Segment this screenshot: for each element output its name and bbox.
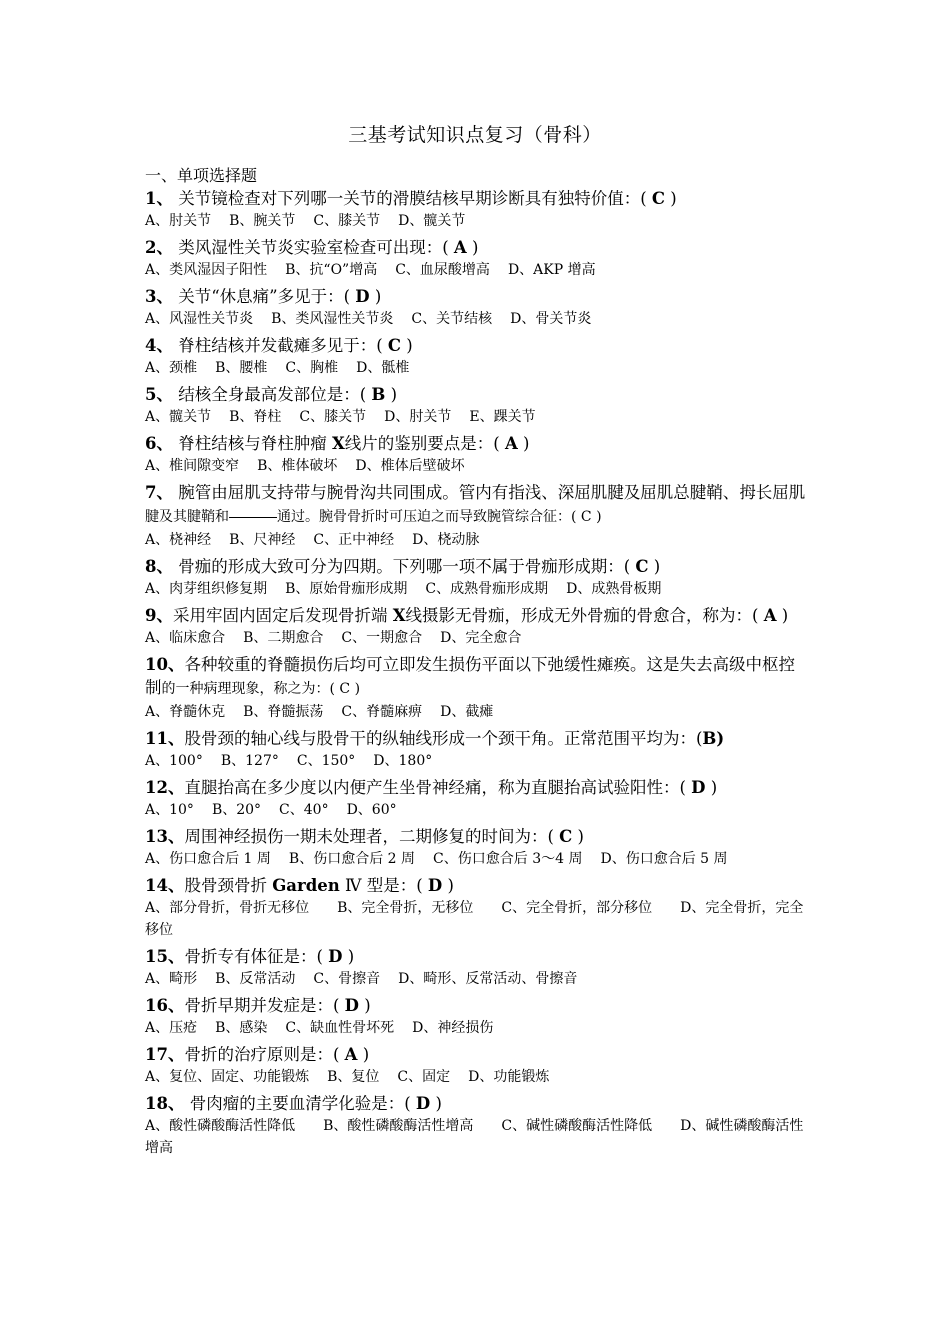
question-text: 周围神经损伤一期未处理者，二期修复的时间为：( bbox=[184, 827, 560, 846]
paren-close: ) bbox=[401, 336, 413, 355]
option: C、骨擦音 bbox=[313, 971, 381, 987]
option: C、缺血性骨坏死 bbox=[285, 1020, 395, 1036]
answer: C bbox=[559, 827, 573, 846]
answer: A bbox=[504, 434, 518, 453]
option: C、膝关节 bbox=[299, 409, 367, 425]
option: D、截瘫 bbox=[440, 704, 494, 720]
paren-close: ) bbox=[342, 947, 355, 966]
question-number: 5、 bbox=[145, 385, 173, 404]
paren-close: ) bbox=[648, 557, 661, 576]
answer: D bbox=[415, 1094, 431, 1113]
options-4 bbox=[145, 357, 810, 379]
question-number: 8、 bbox=[145, 557, 173, 576]
option: B、脊柱 bbox=[229, 409, 282, 425]
option: A、畸形 bbox=[145, 971, 198, 987]
answer: D bbox=[427, 876, 443, 895]
option: D、AKP 增高 bbox=[507, 262, 596, 278]
option: D、神经损伤 bbox=[412, 1020, 494, 1036]
question-text: 腕管由屈肌支持带与腕骨沟共同围成。管内有指浅、深屈肌腱及屈肌总腱鞘、拇长屈肌 bbox=[172, 483, 806, 502]
option: C、150° bbox=[296, 753, 356, 769]
option: B、复位 bbox=[327, 1069, 380, 1085]
question-number: 4、 bbox=[145, 336, 173, 355]
option: A、复位、固定、功能锻炼 bbox=[145, 1069, 310, 1085]
paren-close: ) bbox=[357, 1045, 370, 1064]
option: A、100° bbox=[145, 753, 203, 769]
answer: D bbox=[355, 287, 370, 306]
question-text: 关节镜检查对下列哪一关节的滑膜结核早期诊断具有独特价值：( bbox=[172, 189, 652, 208]
question-text: 采用牢固内固定后发现骨折端 bbox=[172, 606, 393, 625]
option: A、髋关节 bbox=[145, 409, 212, 425]
question-text: 类风湿性关节炎实验室检查可出现：( bbox=[172, 238, 454, 257]
option: D、伤口愈合后 5 周 bbox=[600, 851, 728, 867]
question-3 bbox=[145, 285, 810, 308]
paren-close: ) bbox=[350, 681, 361, 697]
option: A、风湿性关节炎 bbox=[145, 311, 254, 327]
question-text: 股骨颈的轴心线与股骨干的纵轴线形成一个颈干角。正常范围平均为：( bbox=[184, 729, 703, 748]
question-13 bbox=[145, 825, 810, 848]
question-15 bbox=[145, 945, 810, 968]
question-7 bbox=[145, 481, 810, 529]
options-15 bbox=[145, 968, 810, 990]
question-number: 15、 bbox=[145, 947, 185, 966]
question-10 bbox=[145, 653, 810, 701]
question-1 bbox=[145, 187, 810, 210]
option: C、血尿酸增高 bbox=[395, 262, 490, 278]
option: C、成熟骨痂形成期 bbox=[425, 581, 549, 597]
options-8 bbox=[145, 578, 810, 600]
option: B、伤口愈合后 2 周 bbox=[288, 851, 416, 867]
options-3 bbox=[145, 308, 810, 330]
question-text: 脊柱结核并发截瘫多见于：( bbox=[172, 336, 388, 355]
question-16 bbox=[145, 994, 810, 1017]
question-number: 11、 bbox=[145, 729, 185, 748]
option: B、127° bbox=[220, 753, 279, 769]
option: B、抗“O”增高 bbox=[285, 262, 378, 278]
option: A、脊髓休克 bbox=[145, 704, 226, 720]
answer: C bbox=[580, 509, 592, 525]
question-14 bbox=[145, 874, 810, 897]
question-12 bbox=[145, 776, 810, 799]
question-number: 6、 bbox=[145, 434, 173, 453]
question-11 bbox=[145, 727, 810, 750]
option: C、胸椎 bbox=[285, 360, 339, 376]
question-text-small: 的一种病理现象，称之为：( bbox=[161, 681, 340, 697]
paren-close: ) bbox=[665, 189, 677, 208]
option: D、畸形、反常活动、骨擦音 bbox=[398, 971, 578, 987]
option: B、感染 bbox=[215, 1020, 268, 1036]
question-number: 9、 bbox=[145, 606, 173, 625]
option: C、40° bbox=[279, 802, 329, 818]
option: B、20° bbox=[211, 802, 262, 818]
question-number: 17、 bbox=[145, 1045, 185, 1064]
question-number: 2、 bbox=[145, 238, 173, 257]
option: A、桡神经 bbox=[145, 532, 212, 548]
option: A、肘关节 bbox=[145, 213, 212, 229]
question-text-small: 腱及其腱鞘和 bbox=[145, 509, 229, 525]
option: A、椎间隙变窄 bbox=[145, 458, 240, 474]
question-2 bbox=[145, 236, 810, 259]
options-5 bbox=[145, 406, 810, 428]
option: A、类风湿因子阳性 bbox=[145, 262, 268, 278]
options-9 bbox=[145, 627, 810, 649]
option: B、类风湿性关节炎 bbox=[271, 311, 394, 327]
answer: D bbox=[328, 947, 343, 966]
question-text-bold: Garden bbox=[272, 876, 340, 895]
answer: C bbox=[339, 681, 351, 697]
answer: C bbox=[387, 336, 402, 355]
question-number: 14、 bbox=[145, 876, 185, 895]
question-number: 7、 bbox=[145, 483, 173, 502]
options-18: A、酸性磷酸酶活性降低 B、酸性磷酸酶活性增高 C、碱性磷酸酶活性降低 D、碱性磷酸酶活性增高 bbox=[145, 1118, 804, 1156]
question-text-bold: X bbox=[331, 434, 345, 453]
option: C、伤口愈合后 3～4 周 bbox=[433, 851, 583, 867]
paren-close: ) bbox=[705, 778, 718, 797]
question-number: 3、 bbox=[145, 287, 173, 306]
question-text: 骨痂的形成大致可分为四期。下列哪一项不属于骨痂形成期：( bbox=[172, 557, 636, 576]
paren-close: ) bbox=[776, 606, 789, 625]
question-text: 线摄影无骨痂，形成无外骨痂的骨愈合，称为：( bbox=[405, 606, 764, 625]
options-17 bbox=[145, 1066, 810, 1088]
question-text: 直腿抬高在多少度以内便产生坐骨神经痛，称为直腿抬高试验阳性：( bbox=[184, 778, 692, 797]
page-title: 三基考试知识点复习（骨科） bbox=[348, 124, 602, 146]
question-9 bbox=[145, 604, 810, 627]
question-text: 结核全身最高发部位是：( bbox=[172, 385, 372, 404]
option: D、肘关节 bbox=[384, 409, 452, 425]
answer: D bbox=[344, 996, 359, 1015]
question-18 bbox=[145, 1092, 810, 1115]
options-10 bbox=[145, 701, 810, 723]
paren-close: ) bbox=[385, 385, 398, 404]
option: B、脊髓振荡 bbox=[243, 704, 324, 720]
option: D、功能锻炼 bbox=[468, 1069, 550, 1085]
options-6 bbox=[145, 455, 810, 477]
option: B、二期愈合 bbox=[243, 630, 324, 646]
option: A、临床愈合 bbox=[145, 630, 226, 646]
question-text-bold: X bbox=[392, 606, 406, 625]
options-7 bbox=[145, 529, 810, 551]
question-number: 12、 bbox=[145, 778, 185, 797]
paren-close: ) bbox=[442, 876, 454, 895]
paren-close: ) bbox=[716, 729, 725, 748]
question-text: 线片的鉴别要点是：( bbox=[344, 434, 505, 453]
question-text: Ⅳ 型是：( bbox=[339, 876, 428, 895]
option: D、180° bbox=[373, 753, 433, 769]
option: D、髋关节 bbox=[398, 213, 466, 229]
option: B、反常活动 bbox=[215, 971, 296, 987]
question-8 bbox=[145, 555, 810, 578]
question-number: 1、 bbox=[145, 189, 173, 208]
answer: B bbox=[702, 729, 717, 748]
option: B、椎体破坏 bbox=[257, 458, 338, 474]
paren-close: ) bbox=[572, 827, 584, 846]
question-number: 10、 bbox=[145, 655, 185, 674]
option: C、关节结核 bbox=[411, 311, 493, 327]
fill-blank bbox=[229, 516, 277, 518]
option: A、肉芽组织修复期 bbox=[145, 581, 268, 597]
answer: D bbox=[691, 778, 706, 797]
question-number: 18、 bbox=[145, 1094, 185, 1113]
answer: C bbox=[651, 189, 666, 208]
question-text: 骨折早期并发症是：( bbox=[184, 996, 345, 1015]
option: D、桡动脉 bbox=[412, 532, 480, 548]
option: A、颈椎 bbox=[145, 360, 198, 376]
options-1 bbox=[145, 210, 810, 232]
option: D、成熟骨板期 bbox=[566, 581, 662, 597]
question-text: 骨折专有体征是：( bbox=[184, 947, 329, 966]
answer: A bbox=[453, 238, 467, 257]
question-text: 骨折的治疗原则是：( bbox=[184, 1045, 345, 1064]
answer: C bbox=[635, 557, 649, 576]
options-11 bbox=[145, 750, 810, 772]
question-text-small: 通过。腕骨骨折时可压迫之而导致腕管综合征：( bbox=[277, 509, 581, 525]
options-13 bbox=[145, 848, 810, 870]
paren-close: ) bbox=[466, 238, 479, 257]
question-text: 脊柱结核与脊柱肿瘤 bbox=[172, 434, 332, 453]
paren-close: ) bbox=[358, 996, 371, 1015]
option: D、骶椎 bbox=[356, 360, 410, 376]
option: B、腰椎 bbox=[215, 360, 268, 376]
option: C、固定 bbox=[397, 1069, 451, 1085]
question-4 bbox=[145, 334, 810, 357]
paren-close: ) bbox=[591, 509, 602, 525]
option: B、尺神经 bbox=[229, 532, 296, 548]
paren-close: ) bbox=[369, 287, 382, 306]
question-text: 骨肉瘤的主要血清学化验是：( bbox=[184, 1094, 416, 1113]
option: A、伤口愈合后 1 周 bbox=[145, 851, 271, 867]
option: D、椎体后壁破坏 bbox=[355, 458, 465, 474]
question-17 bbox=[145, 1043, 810, 1066]
answer: A bbox=[763, 606, 777, 625]
answer: B bbox=[371, 385, 386, 404]
paren-close: ) bbox=[430, 1094, 442, 1113]
option: C、膝关节 bbox=[313, 213, 381, 229]
option: D、骨关节炎 bbox=[510, 311, 592, 327]
options-12 bbox=[145, 799, 810, 821]
option: A、10° bbox=[145, 802, 194, 818]
options-2 bbox=[145, 259, 810, 281]
question-text: 关节“休息痛”多见于：( bbox=[172, 287, 356, 306]
option: B、腕关节 bbox=[229, 213, 296, 229]
option: C、脊髓麻痹 bbox=[341, 704, 423, 720]
paren-close: ) bbox=[517, 434, 530, 453]
option: E、踝关节 bbox=[469, 409, 536, 425]
question-number: 16、 bbox=[145, 996, 185, 1015]
question-text: 各种较重的脊髓损伤后均可立即发生损伤平面以下弛缓性瘫痪。这是失去高级中枢控制 bbox=[145, 655, 795, 697]
question-number: 13、 bbox=[145, 827, 185, 846]
question-5 bbox=[145, 383, 810, 406]
option: D、60° bbox=[346, 802, 397, 818]
question-list bbox=[145, 187, 810, 1163]
option: C、一期愈合 bbox=[341, 630, 423, 646]
option: B、原始骨痂形成期 bbox=[285, 581, 408, 597]
section-heading: 一、单项选择题 bbox=[145, 166, 258, 185]
question-6 bbox=[145, 432, 810, 455]
answer: A bbox=[344, 1045, 358, 1064]
option: D、完全愈合 bbox=[440, 630, 522, 646]
options-14: A、部分骨折，骨折无移位 B、完全骨折，无移位 C、完全骨折，部分移位 D、完全骨折，完全移位 bbox=[145, 900, 804, 938]
option: A、压疮 bbox=[145, 1020, 198, 1036]
question-text: 股骨颈骨折 bbox=[184, 876, 273, 895]
options-16 bbox=[145, 1017, 810, 1039]
option: C、正中神经 bbox=[313, 532, 395, 548]
